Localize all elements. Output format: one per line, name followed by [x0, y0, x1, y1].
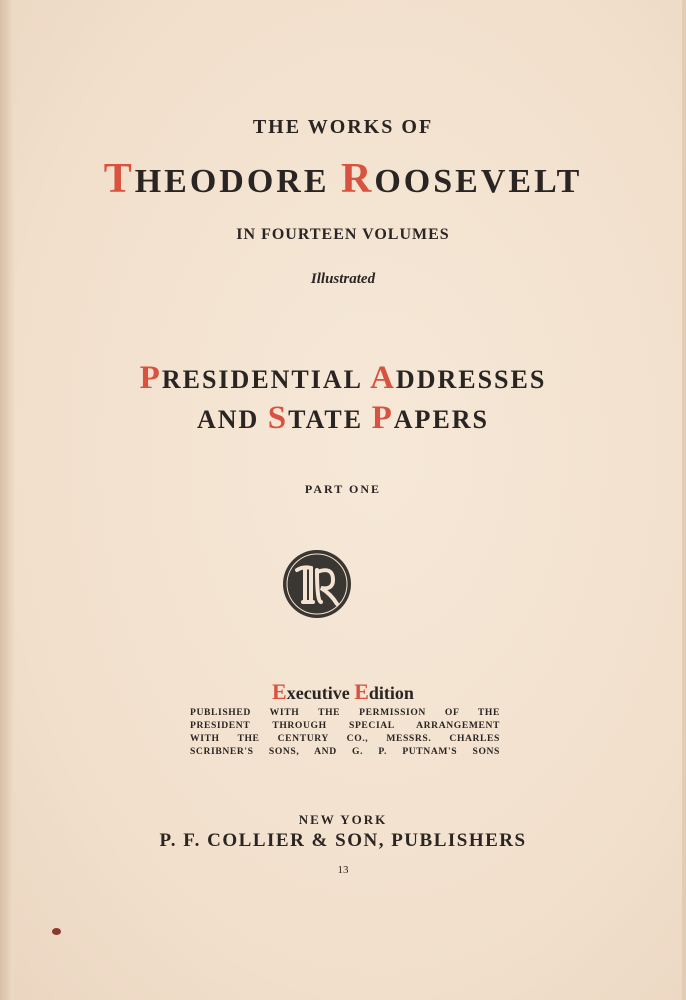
permission-line: SCRIBNER'S SONS, AND G. P. PUTNAM'S SONS	[190, 746, 500, 757]
edition-initial: E	[272, 679, 287, 704]
volume-title-line-2	[0, 400, 686, 437]
title-word-rest: TATE	[288, 405, 364, 434]
illustrated-note: Illustrated	[310, 271, 376, 287]
author-last-initial: R	[341, 156, 375, 202]
title-word-initial: S	[267, 400, 289, 436]
imprint-city: NEW YORK	[298, 812, 388, 827]
permission-notice	[190, 706, 500, 758]
title-conjunction: AND	[196, 405, 268, 434]
edition-word: dition	[368, 683, 414, 703]
title-word-initial: A	[370, 360, 396, 396]
volume-title-line-1	[0, 360, 686, 397]
author-last-rest: OOSEVELT	[374, 163, 583, 200]
imprint-publisher: P. F. COLLIER & SON, PUBLISHERS	[159, 830, 527, 851]
tr-monogram-icon	[281, 548, 353, 620]
title-word-initial: P	[139, 360, 162, 396]
author-first-rest: HEODORE	[134, 163, 330, 200]
permission-line: WITH THE CENTURY CO., MESSRS. CHARLES	[190, 733, 500, 744]
edition-initial: E	[354, 679, 369, 704]
edition-word: xecutive	[286, 683, 350, 703]
permission-line: PRESIDENT THROUGH SPECIAL ARRANGEMENT	[190, 720, 500, 731]
author-first-initial: T	[103, 156, 135, 202]
permission-line: PUBLISHED WITH THE PERMISSION OF THE	[190, 707, 500, 718]
series-heading: THE WORKS OF	[252, 116, 434, 138]
volume-number: 13	[337, 864, 349, 876]
author-name	[0, 155, 686, 203]
ink-spot	[52, 928, 61, 935]
part-label: PART ONE	[304, 482, 382, 496]
title-word-rest: APERS	[393, 405, 490, 434]
edition-label	[0, 679, 686, 705]
title-word-initial: P	[371, 400, 394, 436]
title-word-rest: DDRESSES	[395, 365, 547, 394]
title-word-rest: RESIDENTIAL	[161, 365, 362, 394]
volume-count: IN FOURTEEN VOLUMES	[236, 226, 450, 243]
